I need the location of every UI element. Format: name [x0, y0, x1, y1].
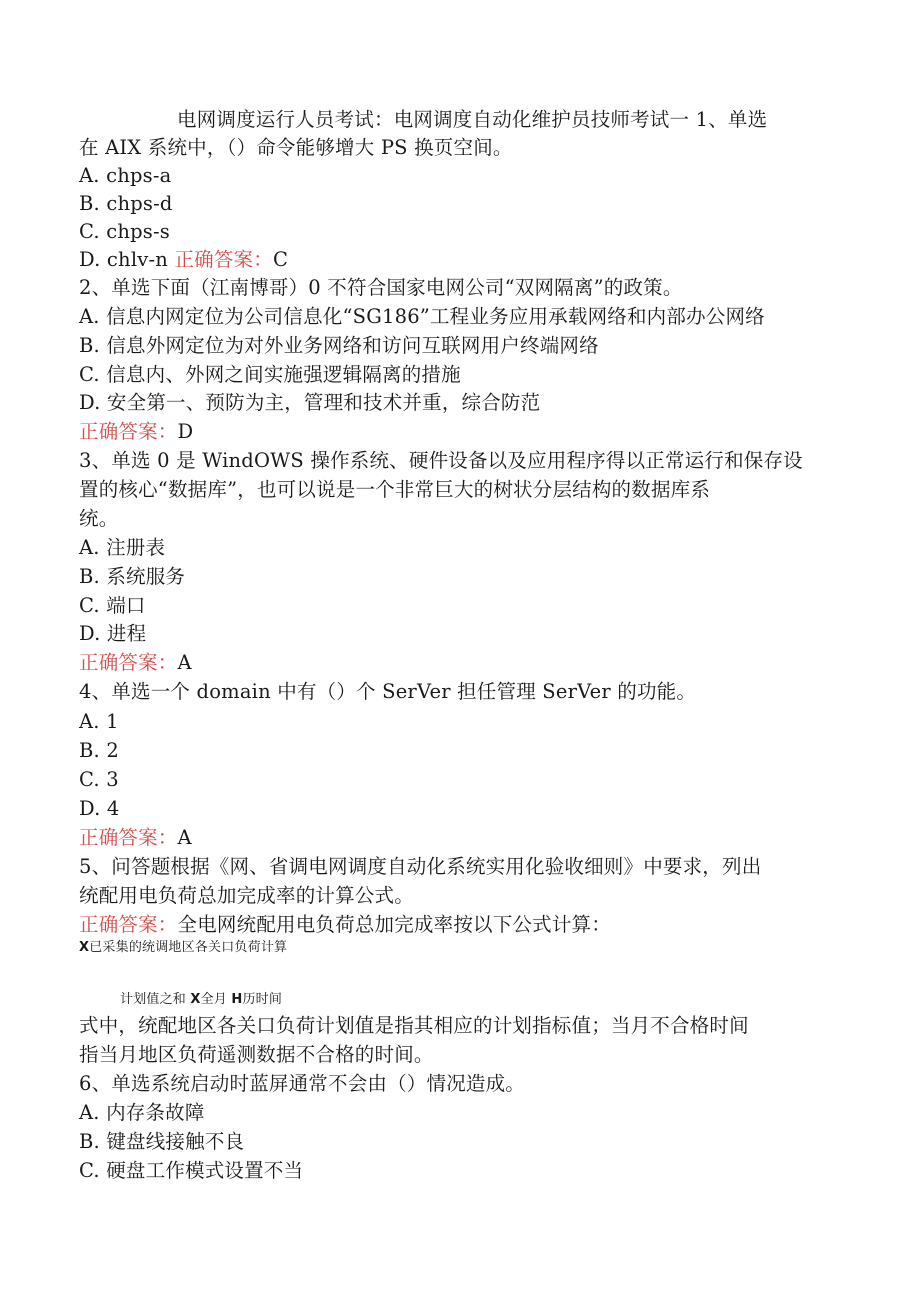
q6-option-a: A. 内存条故障 — [79, 1101, 205, 1124]
q4-answer — [79, 826, 192, 850]
q2-option-a: A. 信息内网定位为公司信息化“SG186”工程业务应用承载网络和内部办公网络 — [79, 305, 765, 328]
q6-option-b: B. 键盘线接触不良 — [79, 1130, 245, 1153]
q3-answer — [79, 651, 192, 675]
q2-answer-value: D — [177, 420, 194, 443]
q5-formula-line-2 — [120, 992, 282, 1008]
q1-option-b: B. chps-d — [79, 192, 173, 215]
q3-stem-line-2: 置的核心“数据库”，也可以说是一个非常巨大的树状分层结构的数据库系 — [79, 478, 711, 501]
q5-answer — [79, 913, 611, 937]
q3-option-a: A. 注册表 — [79, 536, 166, 559]
formula-h-symbol: H — [231, 992, 243, 1007]
q3-stem-line-1: 3、单选 0 是 WindOWS 操作系统、硬件设备以及应用程序得以正常运行和保存设 — [79, 449, 803, 472]
q3-answer-value: A — [177, 651, 192, 674]
q1-option-d-row — [79, 248, 288, 272]
q5-answer-value: 全电网统配用电负荷总加完成率按以下公式计算： — [177, 913, 611, 936]
document-title-line: 电网调度运行人员考试：电网调度自动化维护员技师考试一 1、单选 — [177, 108, 768, 131]
q1-option-a: A. chps-a — [79, 164, 172, 187]
q2-answer — [79, 420, 193, 444]
q6-option-c: C. 硬盘工作模式设置不当 — [79, 1159, 304, 1182]
formula-text-2: 计划值之和 — [120, 992, 187, 1007]
q4-stem: 4、单选一个 domain 中有（）个 SerVer 担任管理 SerVer 的功能。 — [79, 680, 697, 703]
q5-answer-label: 正确答案： — [79, 913, 178, 936]
q4-option-a: A. 1 — [79, 710, 119, 733]
q4-option-d: D. 4 — [79, 797, 120, 820]
q5-stem-line-2: 统配用电负荷总加完成率的计算公式。 — [79, 884, 414, 907]
q5-formula-line-1 — [79, 940, 287, 956]
q6-stem: 6、单选系统启动时蓝屏通常不会由（）情况造成。 — [79, 1072, 526, 1095]
q5-stem-line-1: 5、问答题根据《网、省调电网调度自动化系统实用化验收细则》中要求，列出 — [79, 855, 762, 878]
q1-option-c: C. chps-s — [79, 220, 170, 243]
q1-stem: 在 AIX 系统中，（）命令能够增大 PS 换页空间。 — [79, 136, 513, 159]
q2-answer-label: 正确答案： — [79, 420, 178, 443]
q3-answer-label: 正确答案： — [79, 651, 178, 674]
q3-option-c: C. 端口 — [79, 594, 146, 617]
q5-explain-line-2: 指当月地区负荷遥测数据不合格的时间。 — [79, 1043, 434, 1066]
q2-option-d: D. 安全第一、预防为主，管理和技术并重，综合防范 — [79, 391, 541, 414]
formula-x-symbol-2: X — [190, 992, 201, 1007]
q2-option-c: C. 信息内、外网之间实施强逻辑隔离的措施 — [79, 363, 461, 386]
q3-stem-line-3: 统。 — [79, 507, 119, 530]
q2-option-b: B. 信息外网定位为对外业务网络和访问互联网用户终端网络 — [79, 334, 599, 357]
q4-answer-value: A — [177, 826, 192, 849]
q2-stem: 2、单选下面（江南博哥）0 不符合国家电网公司“双网隔离”的政策。 — [79, 276, 683, 299]
q1-answer-value: C — [272, 248, 289, 271]
q1-answer-label: 正确答案： — [174, 248, 273, 271]
q5-explain-line-1: 式中，统配地区各关口负荷计划值是指其相应的计划指标值；当月不合格时间 — [79, 1014, 749, 1037]
q1-option-d: D. chlv-n — [79, 248, 169, 271]
formula-text-1: 已采集的统调地区各关口负荷计算 — [89, 940, 288, 955]
formula-text-3: 全月 — [200, 992, 227, 1007]
formula-text-4: 历时间 — [242, 992, 283, 1007]
q4-option-b: B. 2 — [79, 739, 119, 762]
formula-x-symbol: X — [79, 940, 90, 955]
q3-option-b: B. 系统服务 — [79, 565, 186, 588]
q4-answer-label: 正确答案： — [79, 826, 178, 849]
q3-option-d: D. 进程 — [79, 622, 147, 645]
q4-option-c: C. 3 — [79, 768, 119, 791]
